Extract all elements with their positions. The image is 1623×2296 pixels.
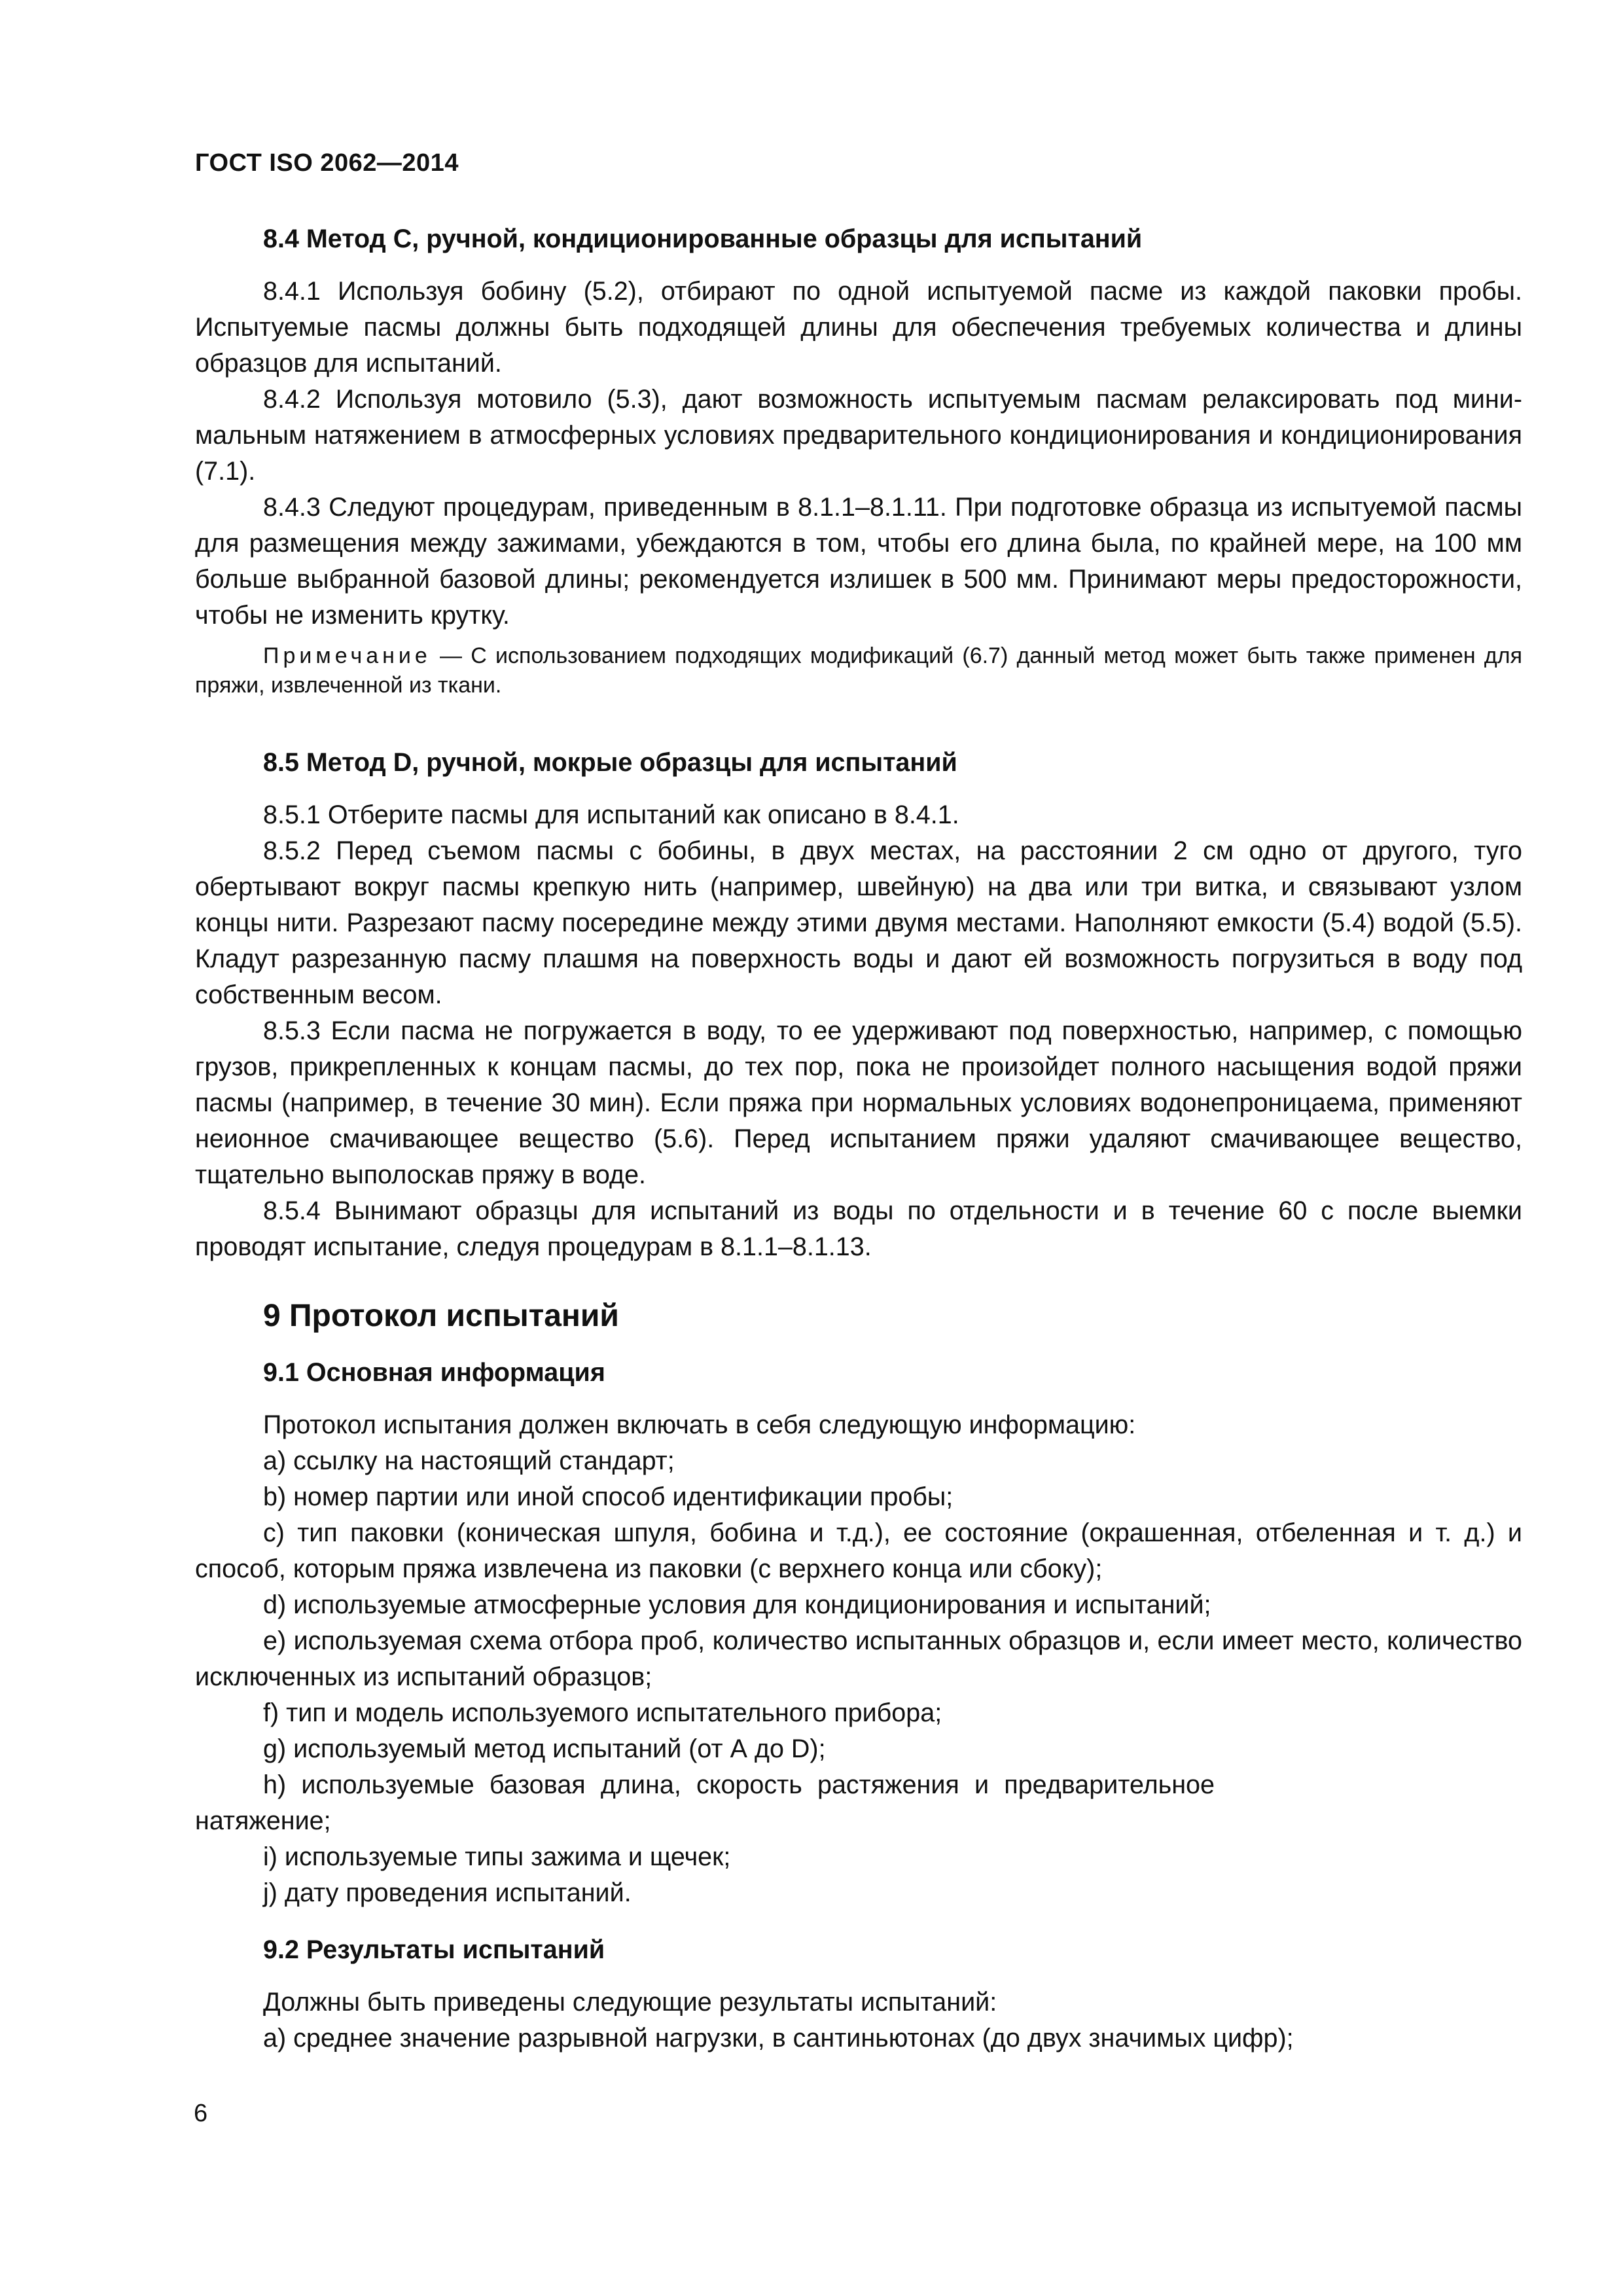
note <box>195 641 1522 700</box>
list-item-i: i) используемые типы зажима и щечек; <box>263 1842 731 1871</box>
note-label: Примечание <box>263 643 431 668</box>
list-item-c: c) тип паковки (коническая шпуля, бобина и т.д.), ее состояние (окрашенная, отбеленная и т. д.) и способ, которым пряжа извлечена из паковки (с верхнего конца или сбоку); <box>195 1518 1522 1583</box>
section-8-4-heading: 8.4 Метод С, ручной, кондиционированные образцы для испытаний <box>263 224 1143 253</box>
paragraph-8-4-3: 8.4.3 Следуют процедурам, приведенным в 8.1.1–8.1.11. При подготовке образца из испытуемой пасмы для размещения между зажимами, убеждаются в том, чтобы его длина была, по крайней мере, на 100 мм больше выбранной базовой длины; рекомендуется излишек в 500 мм. Принимают меры предосторожности, чтобы не изменить крутку. <box>195 493 1522 630</box>
list-item-d: d) используемые атмосферные условия для кондиционирования и испытаний; <box>263 1590 1211 1619</box>
paragraph-8-5-3: 8.5.3 Если пасма не погружается в воду, то ее удерживают под поверхностью, например, с помощью грузов, прикрепленных к концам пасмы, до тех пор, пока не произойдет полного насыщения водой пряжи пасмы (например, в течение 30 мин). Если пряжа при нормальных условиях водонепроницаема, применяют неионное смачивающее вещество (5.6). Перед испытанием пряжи удаляют смачивающее вещество, тщательно выполоскав пряжу в воде. <box>195 1016 1522 1189</box>
list-item-g: g) используемый метод испытаний (от А до D); <box>263 1734 826 1763</box>
paragraph-8-5-2: 8.5.2 Перед съемом пасмы с бобины, в двух местах, на расстоянии 2 см одно от другого, туго обертывают вокруг пасмы крепкую нить (например, швейную) на два или три витка, и связывают узлом концы нити. Разрезают пасму посередине между этими двумя местами. Наполняют емкости (5.4) водой (5.5). Кладут разрезанную пасму плашмя на поверхность воды и дают ей возможность погрузиться в воду под собственным весом. <box>195 836 1522 1009</box>
section-9-1-heading: 9.1 Основная информация <box>263 1358 605 1387</box>
list-item-a: a) ссылку на настоящий стандарт; <box>263 1446 675 1475</box>
paragraph-8-5-1: 8.5.1 Отберите пасмы для испытаний как описано в 8.4.1. <box>263 800 959 829</box>
list-item-h: h) используемые базовая длина, скорость растяжения и предварительное натяжение; <box>195 1770 1215 1835</box>
list-item-j: j) дату проведения испытаний. <box>263 1878 632 1907</box>
list-item-b: b) номер партии или иной способ идентификации пробы; <box>263 1482 954 1511</box>
section-9-2-heading: 9.2 Результаты испытаний <box>263 1935 605 1964</box>
page-number: 6 <box>194 2100 208 2127</box>
paragraph-8-4-2: 8.4.2 Используя мотовило (5.3), дают возможность испытуемым пасмам релаксировать под минимальным натяжением в атмосферных условиях предварительного кондиционирования и кондиционирования (7.1). <box>195 385 1522 486</box>
results-item-a: a) среднее значение разрывной нагрузки, в сантиньютонах (до двух значимых цифр); <box>263 2024 1294 2053</box>
section-9-heading: 9 Протокол испытаний <box>263 1299 619 1333</box>
section-9-1-intro: Протокол испытания должен включать в себя следующую информацию: <box>263 1410 1136 1439</box>
page-content <box>195 221 1522 2056</box>
list-item-f: f) тип и модель используемого испытательного прибора; <box>263 1698 942 1727</box>
document-code-header: ГОСТ ISO 2062—2014 <box>195 149 459 177</box>
paragraph-8-5-4: 8.5.4 Вынимают образцы для испытаний из воды по отдельности и в течение 60 с после выемки проводят испытание, следуя процедурам в 8.1.1–8.1.13. <box>195 1196 1522 1261</box>
paragraph-8-4-1: 8.4.1 Используя бобину (5.2), отбирают по одной испытуемой пасме из каждой паковки пробы. Испытуемые пасмы должны быть подходящей длины для обеспечения требуемых количества и длины образцов для испытаний. <box>195 277 1522 378</box>
section-9-2-intro: Должны быть приведены следующие результаты испытаний: <box>263 1988 997 2017</box>
note-text: — С использованием подходящих модификаций (6.7) данный метод может быть также применен для пряжи, извлеченной из ткани. <box>195 643 1522 698</box>
section-8-5-heading: 8.5 Метод D, ручной, мокрые образцы для испытаний <box>263 748 957 777</box>
list-item-e: e) используемая схема отбора проб, количество испытанных образцов и, если имеет место, количество исключенных из испытаний образцов; <box>195 1626 1522 1691</box>
